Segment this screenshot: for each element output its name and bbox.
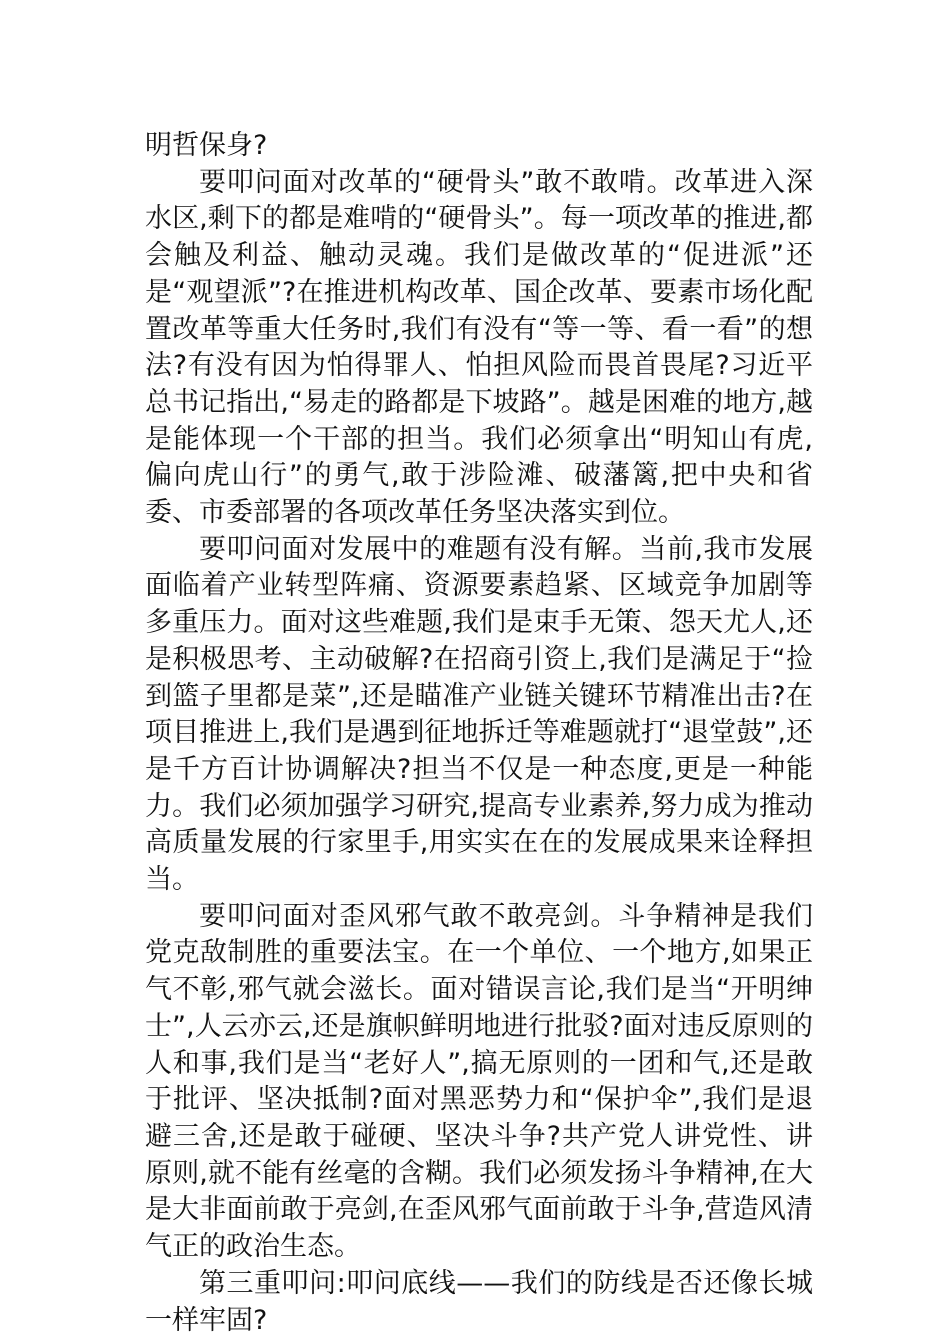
document-page <box>145 128 813 1339</box>
paragraph-reform: 要叩问面对改革的“硬骨头”敢不敢啃。改革进入深水区,剩下的都是难啃的“硬骨头”。每一项改革的推进,都会触及利益、触动灵魂。我们是做改革的“促进派”还是“观望派”?在推进机构改革、国企改革、要素市场化配置改革等重大任务时,我们有没有“等一等、看一看”的想法?有没有因为怕得罪人、怕担风险而畏首畏尾?习近平总书记指出,“易走的路都是下坡路”。越是困难的地方,越是能体现一个干部的担当。我们必须拿出“明知山有虎,偏向虎山行”的勇气,敢于涉险滩、破藩篱,把中央和省委、市委部署的各项改革任务坚决落实到位。 <box>145 166 813 529</box>
section-heading-third-question: 第三重叩问:叩问底线——我们的防线是否还像长城一样牢固? <box>145 1267 813 1336</box>
paragraph-struggle: 要叩问面对歪风邪气敢不敢亮剑。斗争精神是我们党克敌制胜的重要法宝。在一个单位、一个地方,如果正气不彰,邪气就会滋长。面对错误言论,我们是当“开明绅士”,人云亦云,还是旗帜鲜明地进行批驳?面对违反原则的人和事,我们是当“老好人”,搞无原则的一团和气,还是敢于批评、坚决抵制?面对黑恶势力和“保护伞”,我们是退避三舍,还是敢于碰硬、坚决斗争?共产党人讲党性、讲原则,就不能有丝毫的含糊。我们必须发扬斗争精神,在大是大非面前敢于亮剑,在歪风邪气面前敢于斗争,营造风清气正的政治生态。 <box>145 900 813 1263</box>
paragraph-development: 要叩问面对发展中的难题有没有解。当前,我市发展面临着产业转型阵痛、资源要素趋紧、区域竞争加剧等多重压力。面对这些难题,我们是束手无策、怨天尤人,还是积极思考、主动破解?在招商引资上,我们是满足于“捡到篮子里都是菜”,还是瞄准产业链关键环节精准出击?在项目推进上,我们是遇到征地拆迁等难题就打“退堂鼓”,还是千方百计协调解决?担当不仅是一种态度,更是一种能力。我们必须加强学习研究,提高专业素养,努力成为推动高质量发展的行家里手,用实实在在的发展成果来诠释担当。 <box>145 533 813 896</box>
paragraph-continuation: 明哲保身? <box>145 130 268 161</box>
